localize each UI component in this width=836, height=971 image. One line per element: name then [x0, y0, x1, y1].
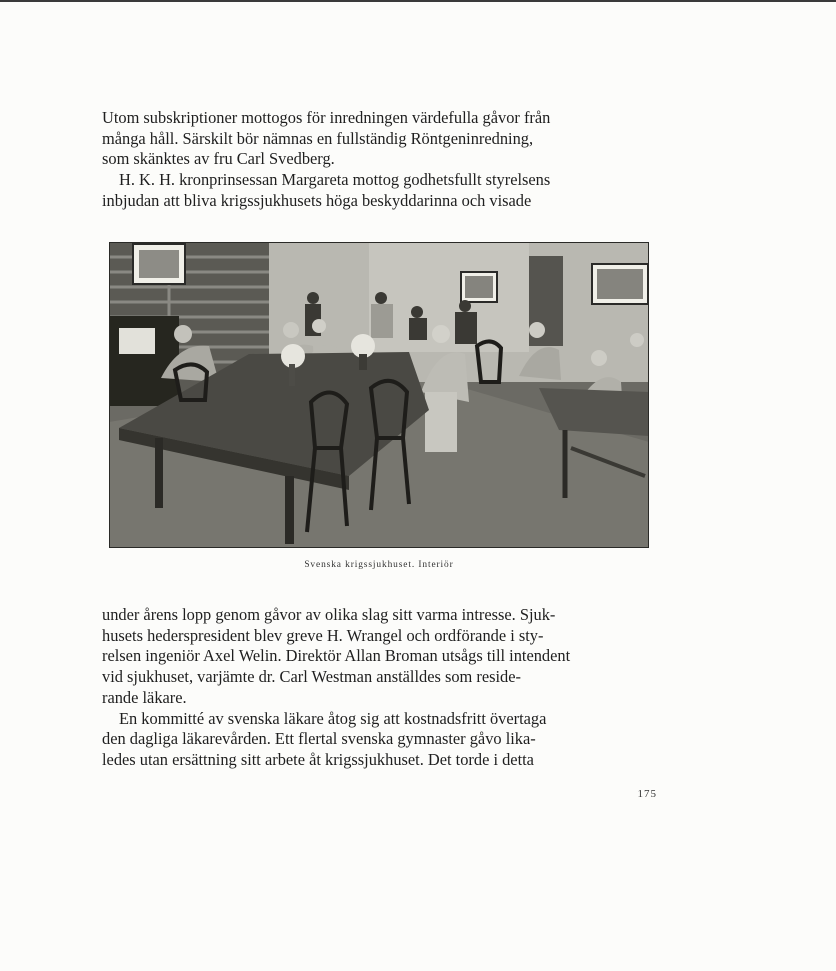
text-line: rande läkare.	[102, 687, 187, 707]
paragraph	[102, 709, 657, 771]
text-line: H. K. H. kronprinsessan Margareta mottog godhetsfullt styrelsens	[119, 170, 551, 190]
top-text-block	[102, 108, 657, 212]
text-line: som skänktes av fru Carl Svedberg.	[102, 149, 335, 169]
text-line: inbjudan att bliva krigssjukhusets höga beskyddarinna och visade	[102, 190, 532, 210]
bottom-text-block	[102, 605, 657, 771]
paragraph	[102, 170, 657, 211]
text-line: många håll. Särskilt bör nämnas en fullständig Röntgeninredning,	[102, 128, 534, 148]
text-line: Utom subskriptioner mottogos för inredningen värdefulla gåvor från	[102, 108, 551, 127]
text-line: ledes utan ersättning sitt arbete åt krigssjukhuset. Det torde i detta	[102, 749, 534, 769]
page-number: 175	[637, 788, 657, 800]
text-line: relsen ingeniör Axel Welin. Direktör Allan Broman utsågs till intendent	[102, 646, 571, 666]
hospital-interior-photo	[109, 242, 649, 548]
text-line: den dagliga läkarevården. Ett flertal svenska gymnaster gåvo lika-	[102, 729, 536, 749]
text-line: under årens lopp genom gåvor av olika slag sitt varma intresse. Sjuk-	[102, 605, 556, 624]
paragraph	[102, 108, 657, 170]
text-line: husets hederspresident blev greve H. Wrangel och ordförande i sty-	[102, 625, 544, 645]
paragraph	[102, 605, 657, 709]
text-line: En kommitté av svenska läkare åtog sig att kostnadsfritt övertaga	[119, 708, 547, 728]
text-line: vid sjukhuset, varjämte dr. Carl Westman anställdes som reside-	[102, 667, 521, 687]
photo-caption: Svenska krigssjukhuset. Interiör	[304, 560, 454, 570]
